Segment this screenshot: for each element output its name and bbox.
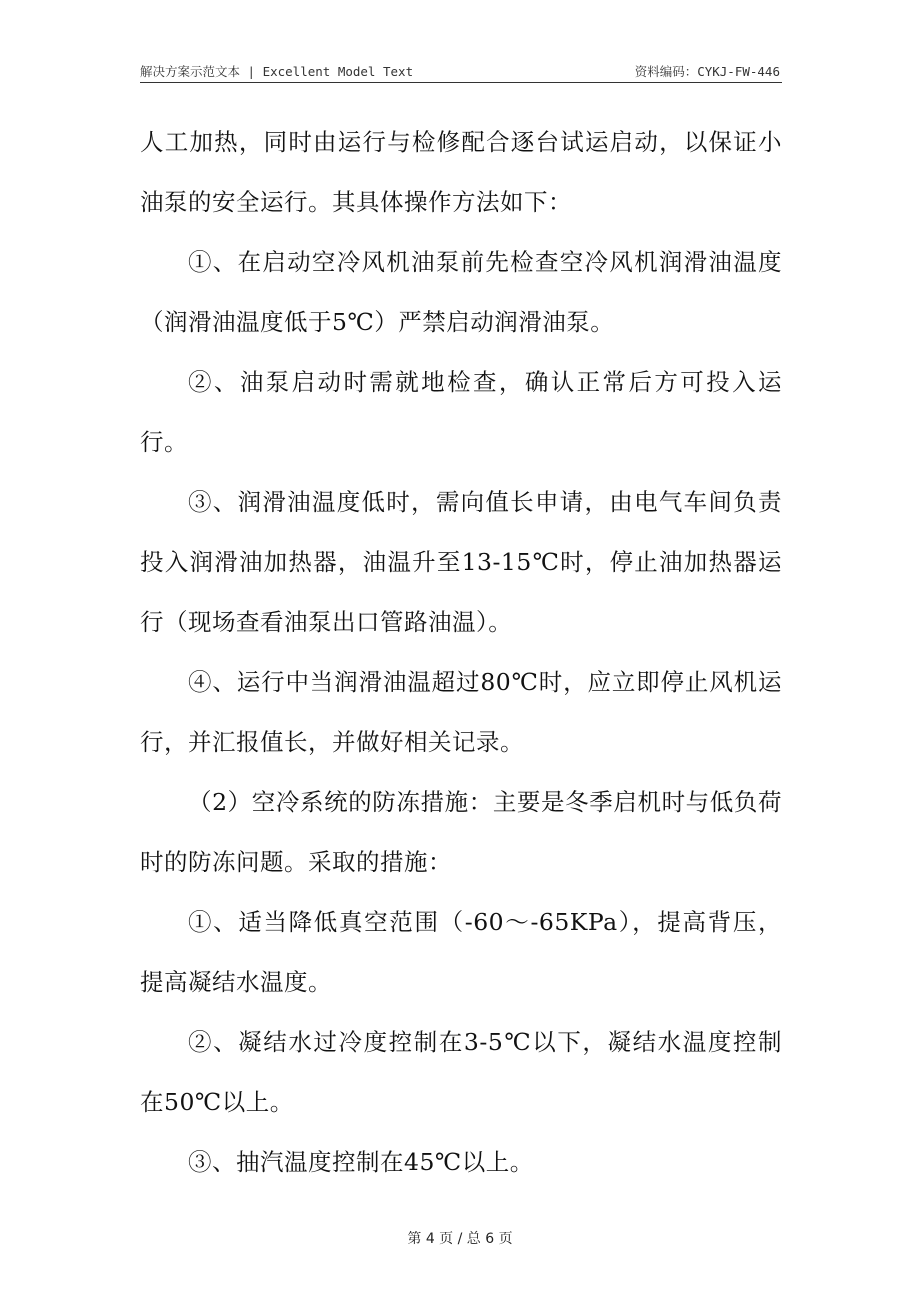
paragraph-measure-3: ③、抽汽温度控制在45℃以上。 — [188, 1148, 534, 1176]
paragraph-measure-1: ①、适当降低真空范围（-60～-65KPa），提高背压，提高凝结水温度。 — [140, 908, 782, 996]
page-header — [140, 58, 782, 83]
document-body — [140, 112, 782, 1192]
paragraph-step-3: ③、润滑油温度低时，需向值长申请，由电气车间负责投入润滑油加热器，油温升至13-15℃时，停止油加热器运行（现场查看油泵出口管路油温）。 — [140, 488, 782, 636]
header-title: 解决方案示范文本 | Excellent Model Text — [140, 64, 414, 79]
paragraph-antifreeze-heading: （2）空冷系统的防冻措施：主要是冬季启机时与低负荷时的防冻问题。采取的措施： — [140, 788, 782, 876]
paragraph-continuation: 人工加热，同时由运行与检修配合逐台试运启动，以保证小油泵的安全运行。其具体操作方法如下： — [140, 128, 782, 216]
page-number: 第 4 页 / 总 6 页 — [407, 1231, 513, 1247]
paragraph-measure-2: ②、凝结水过冷度控制在3-5℃以下，凝结水温度控制在50℃以上。 — [140, 1028, 782, 1116]
paragraph-step-1: ①、在启动空冷风机油泵前先检查空冷风机润滑油温度（润滑油温度低于5℃）严禁启动润滑油泵。 — [140, 248, 782, 336]
document-code: 资料编码：CYKJ-FW-446 — [634, 64, 780, 79]
paragraph-step-2: ②、油泵启动时需就地检查，确认正常后方可投入运行。 — [140, 368, 782, 456]
paragraph-step-4: ④、运行中当润滑油温超过80℃时，应立即停止风机运行，并汇报值长，并做好相关记录。 — [140, 668, 782, 756]
